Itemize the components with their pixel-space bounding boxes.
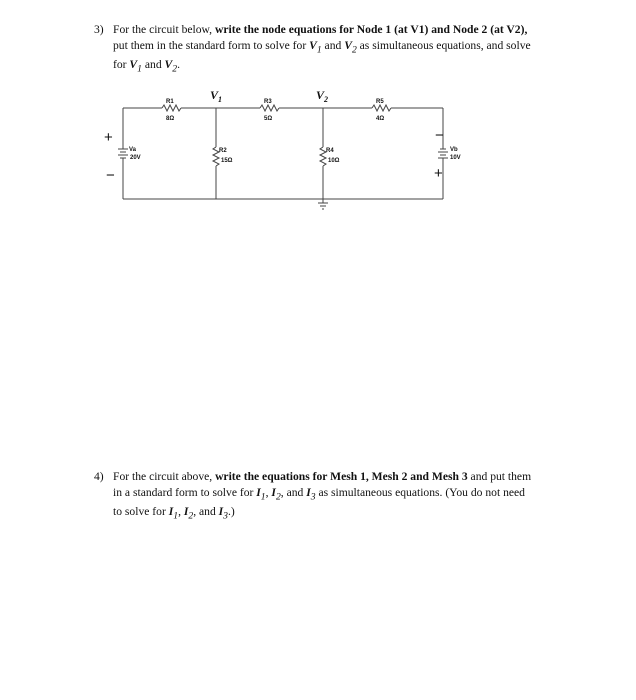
r3-resistor <box>260 105 279 111</box>
r3-name: R3 <box>264 99 272 105</box>
r4-name: R4 <box>326 148 334 154</box>
node-v1-label: $V_1$ <box>210 88 223 104</box>
node-v2-label: $V_2$ <box>316 88 329 104</box>
va-plus-sign: + <box>104 129 113 146</box>
va-value: 20V <box>130 155 141 161</box>
va-name: Va <box>129 147 137 153</box>
vb-name: Vb <box>450 147 458 153</box>
r3-value: 5Ω <box>264 116 273 122</box>
question-4-text: For the circuit above, write the equations for Mesh 1, Mesh 2 and Mesh 3 and put them in a standard form to solve for $I_1$, $I_2$, and $I_3$ as simultaneous equations. (You do not need to solve for $I_1$, $I_2$, and $I_3$.) <box>113 470 532 522</box>
r4-value: 10Ω <box>328 158 340 164</box>
question-number: 4) <box>94 470 104 483</box>
vb-minus-sign: − <box>435 127 444 144</box>
question-4 <box>94 469 534 524</box>
r1-value: 8Ω <box>166 116 175 122</box>
va-minus-sign: − <box>106 167 115 184</box>
va-source <box>118 149 128 158</box>
question-3-text: For the circuit below, write the node equations for Node 1 (at V1) and Node 2 (at V2), put them in the standard form to solve for $V_1$ and $V_2$ as simultaneous equations, and solve for $V_1$ and $V_2$. <box>113 23 531 75</box>
ground-icon <box>318 203 328 209</box>
r2-value: 15Ω <box>221 158 233 164</box>
r1-resistor <box>162 105 181 111</box>
r5-resistor <box>372 105 391 111</box>
vb-plus-sign: + <box>434 165 443 182</box>
r1-name: R1 <box>166 99 174 105</box>
r2-name: R2 <box>219 148 227 154</box>
vb-value: 10V <box>450 155 461 161</box>
r5-value: 4Ω <box>376 116 385 122</box>
vb-source <box>438 149 448 158</box>
question-number: 3) <box>94 23 104 36</box>
r5-name: R5 <box>376 99 384 105</box>
